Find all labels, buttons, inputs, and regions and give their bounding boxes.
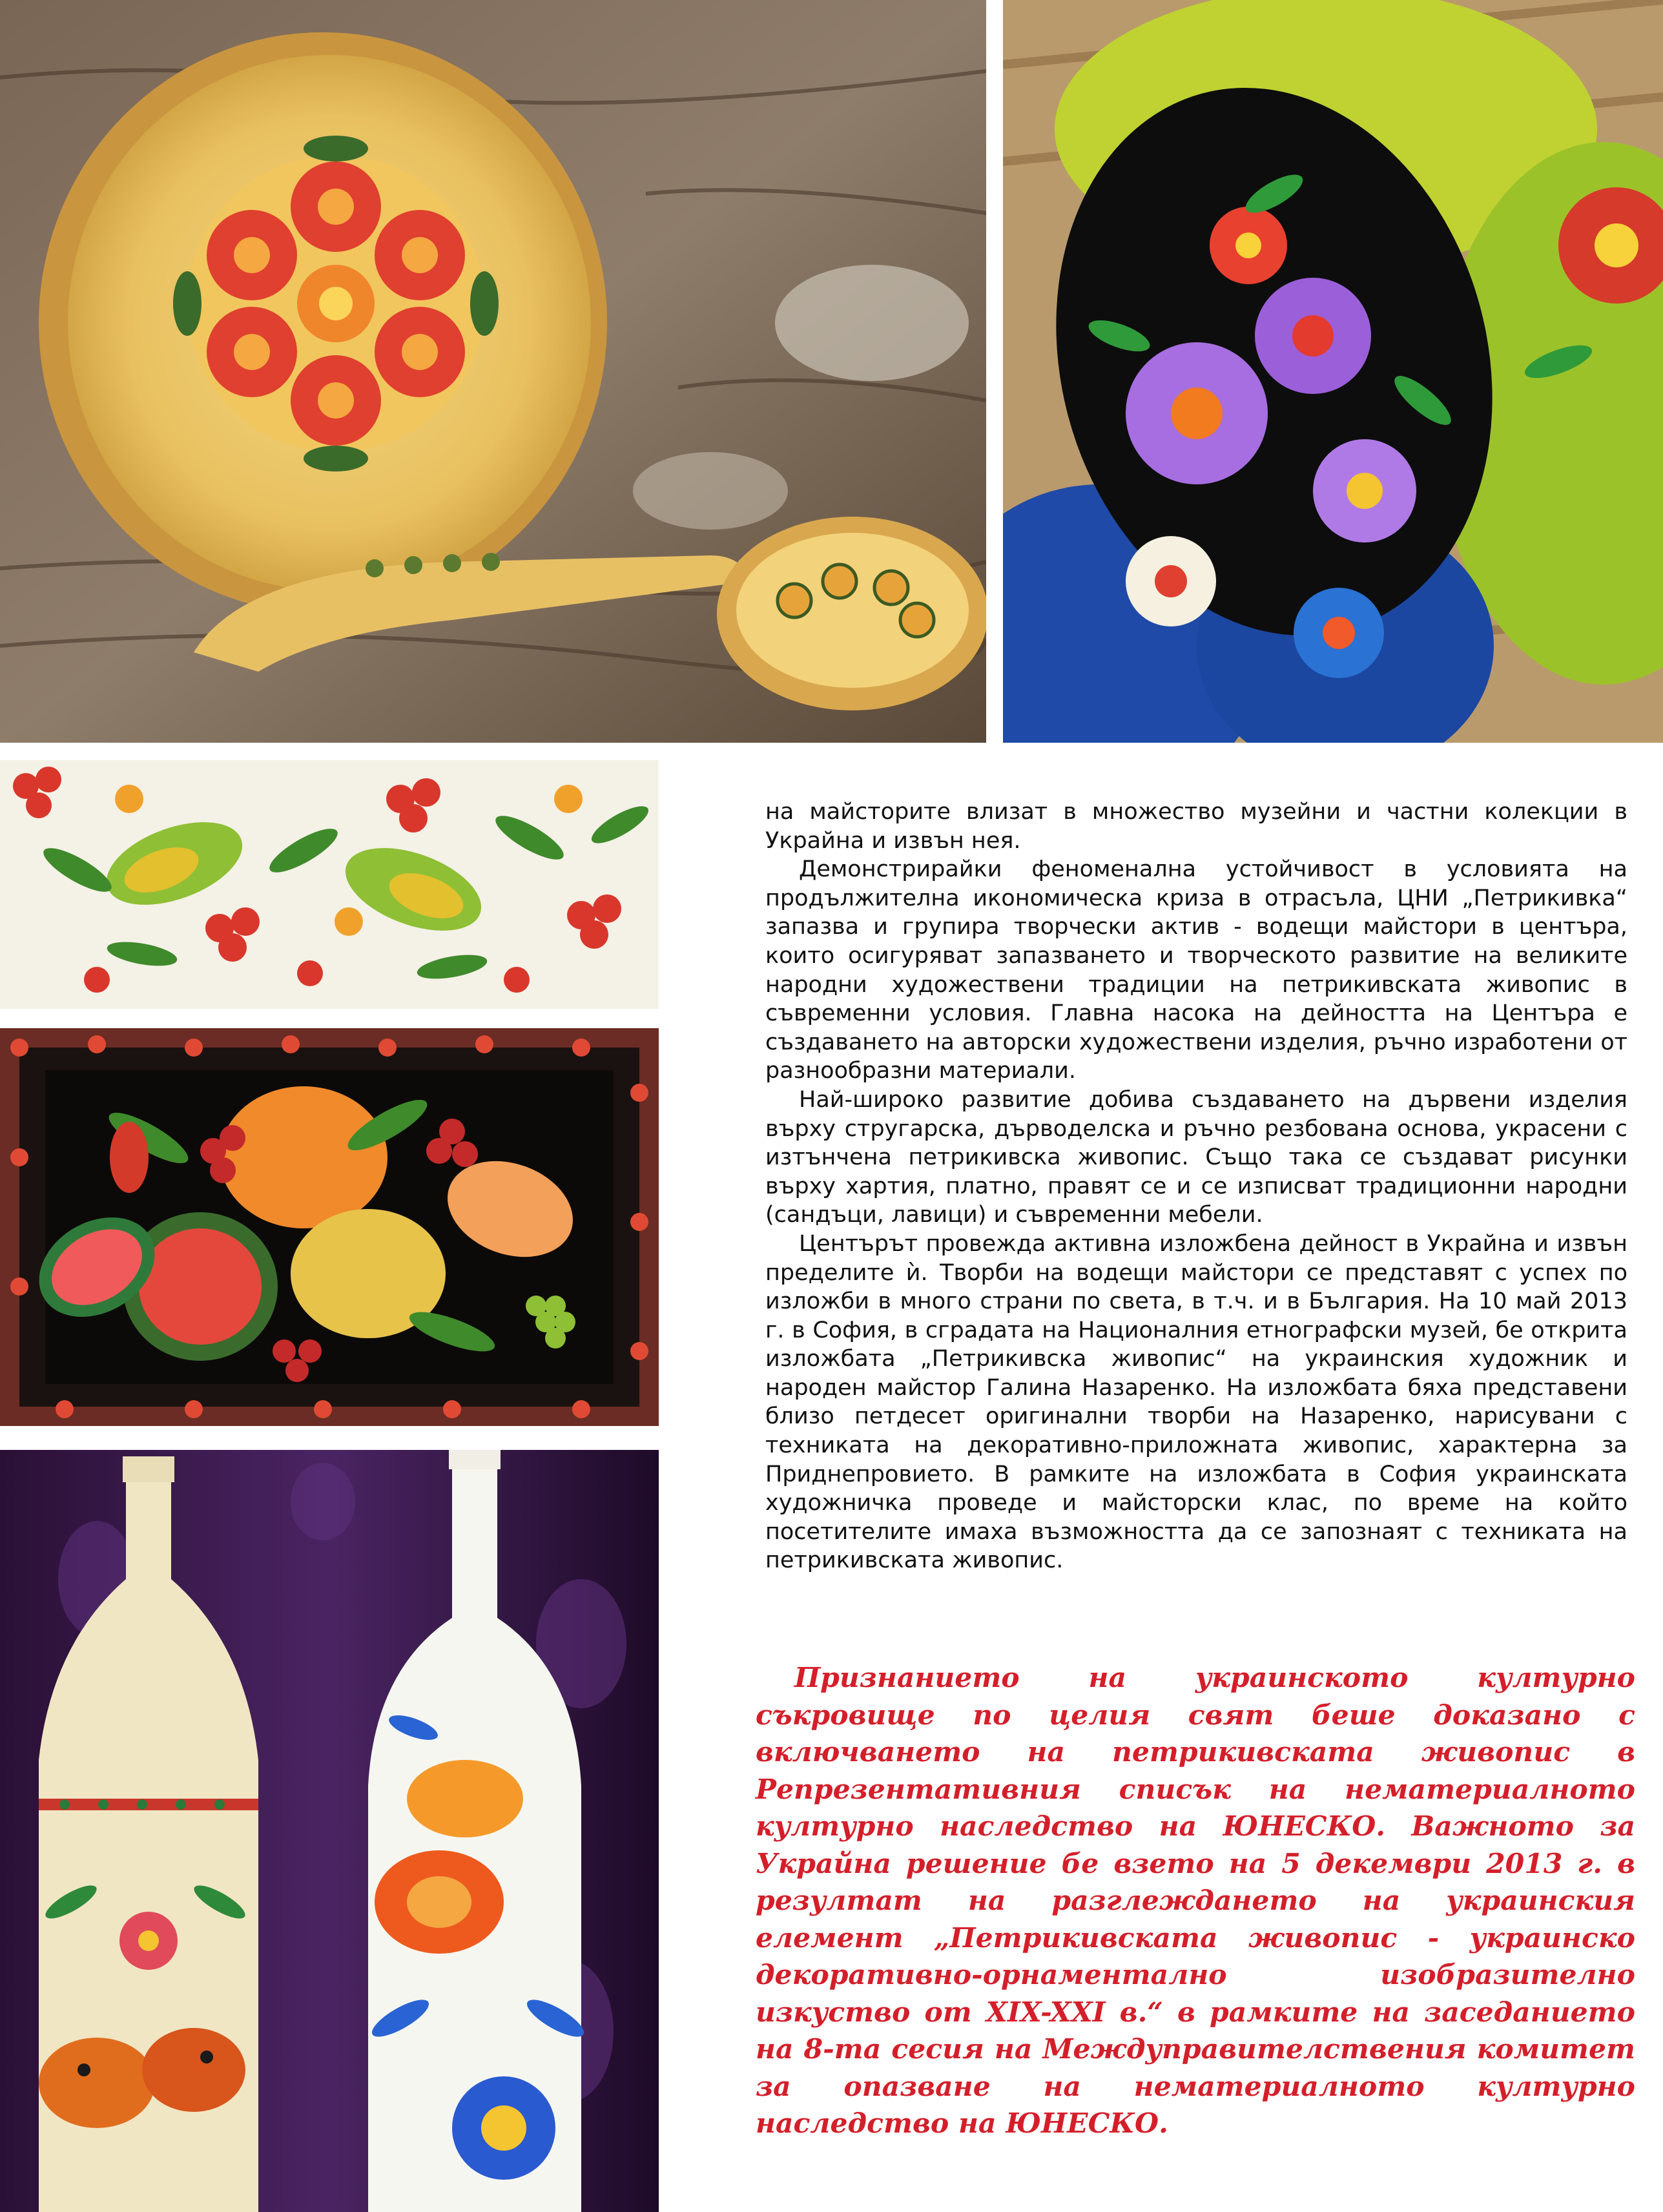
article-paragraph: Демонстрирайки феноменална устойчивост в условията на продължителна икономическа криза в отрасъла, ЦНИ „Петрикивка“ запазва и групира творчески актив - водещи майстори в центъра, които осигуряват запазването и творческото развитие на великите народни художествени традиции на петрикивската живопис в съвременни условия. Главна насока на дейността на Центъра е създаването на авторски художествени изделия, ръчно изработени от разнообразни материали. (765, 856, 1627, 1084)
article-paragraph: на майсторите влизат в множество музейни и частни колекции в Украйна и извън нея. (765, 799, 1627, 854)
fruit-still-life-panel-photo (0, 1028, 659, 1426)
birds-and-berries-ornament-photo (0, 760, 659, 1009)
article-paragraph: Най-широко развитие добива създаването на дървени изделия върху стругарска, дърводелска и ръчно резбована основа, украсени с изтънчена петрикивска живопис. Също така се създават рисунки върху хартия, платно, правят се и се изписват традиционни народни (сандъци, лавици) и съвременни мебели. (765, 1086, 1627, 1228)
pull-quote: Признанието на украинското културно съкровище по целия свят беше доказано с включването на петрикивската живопис в Репрезентативния списък на нематериалното културно наследство на ЮНЕСКО. Важното за Украйна решение бе взето на 5 декември 2013 г. в резултат на разглеждането на украинския елемент „Петрикивската живопис - украинско декоративно-орнаментално изобразително изкуство от XIX-XXI в.“ в рамките на заседанието на 8-та сесия на Междуправителствения комитет за опазване на нематериалното културно наследство на ЮНЕСКО. (756, 1662, 1635, 2140)
painted-easter-eggs-photo (1003, 0, 1663, 743)
painted-bowl-and-ladle-photo (0, 0, 986, 743)
article-paragraph: Центърът провежда активна изложбена дейност в Украйна и извън пределите ѝ. Творби на водещи майстори се представят с успех по изложби в много страни по света, в т.ч. и в България. На 10 май 2013 г. в София, в сградата на Националния етнографски музей, бе открита изложбата „Петрикивска живопис“ на украинския художник и народен майстор Галина Назаренко. На изложбата бяха представени близо петдесет оригинални творби на Назаренко, нарисувани с техниката на декоративно-приложната живопис, характерна за Приднепровието. В рамките на изложбата в София украинската художничка проведе и майсторски клас, по време на който посетителите имаха възможността да се запознаят с техниката на петрикивската живопис. (765, 1230, 1627, 1574)
article-body (765, 798, 1627, 1575)
painted-bottles-photo (0, 1450, 659, 2212)
